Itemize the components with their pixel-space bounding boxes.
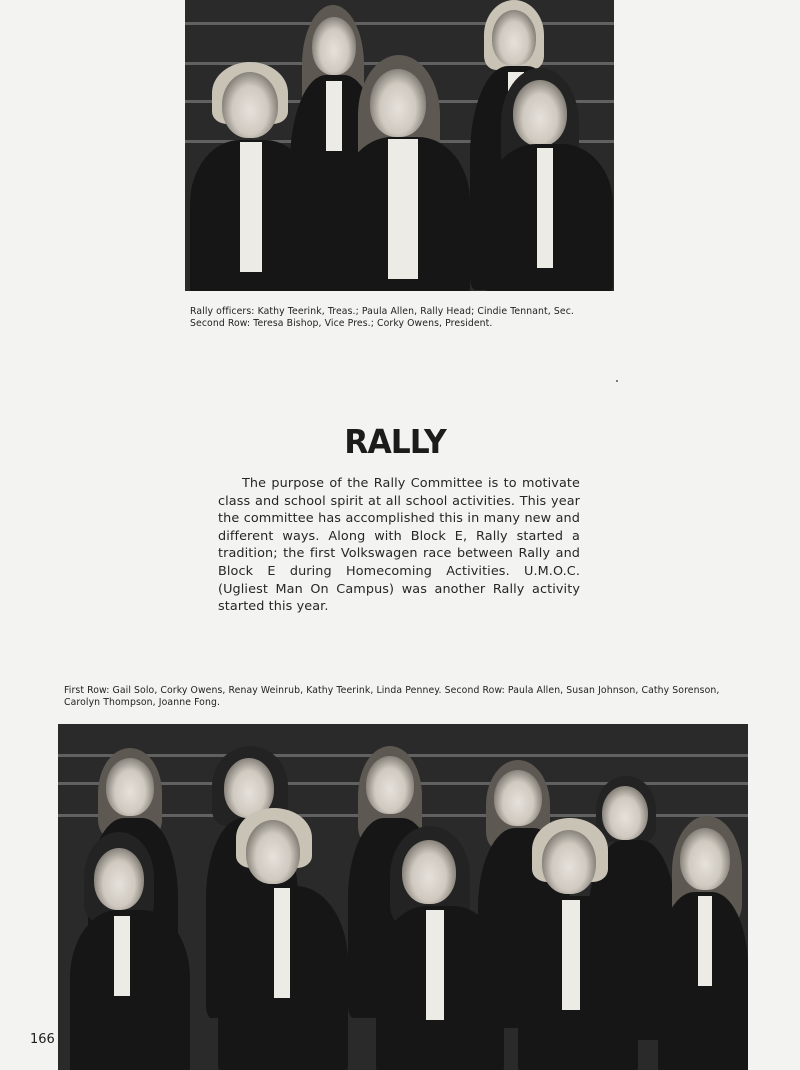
- page-number: 166: [30, 1032, 55, 1047]
- page-title: RALLY: [344, 422, 446, 461]
- rally-officers-photo: [185, 0, 614, 291]
- rally-committee-caption: First Row: Gail Solo, Corky Owens, Renay Weinrub, Kathy Teerink, Linda Penney. Second Row: Paula Allen, Susan Johnson, Cathy Sorenson, Carolyn Thompson, Joanne Fong.: [64, 685, 720, 708]
- rally-committee-photo: [58, 724, 748, 1070]
- print-speck: [616, 380, 618, 382]
- bleacher-line: [185, 22, 614, 25]
- caption-line: Second Row: Teresa Bishop, Vice Pres.; Corky Owens, President.: [190, 318, 493, 329]
- article-body: The purpose of the Rally Committee is to motivate class and school spirit at all school activities. This year the committee has accomplished this in many new and different ways. Along with Block E, Rally started a tradition; the first Volkswagen race between Rally and Block E during Homecoming Activities. U.M.O.C. (Ugliest Man On Campus) was another Rally activity started this year.: [218, 476, 580, 615]
- caption-line: Rally officers: Kathy Teerink, Treas.; Paula Allen, Rally Head; Cindie Tennant, Sec.: [190, 306, 574, 317]
- rally-officers-caption: [190, 306, 620, 330]
